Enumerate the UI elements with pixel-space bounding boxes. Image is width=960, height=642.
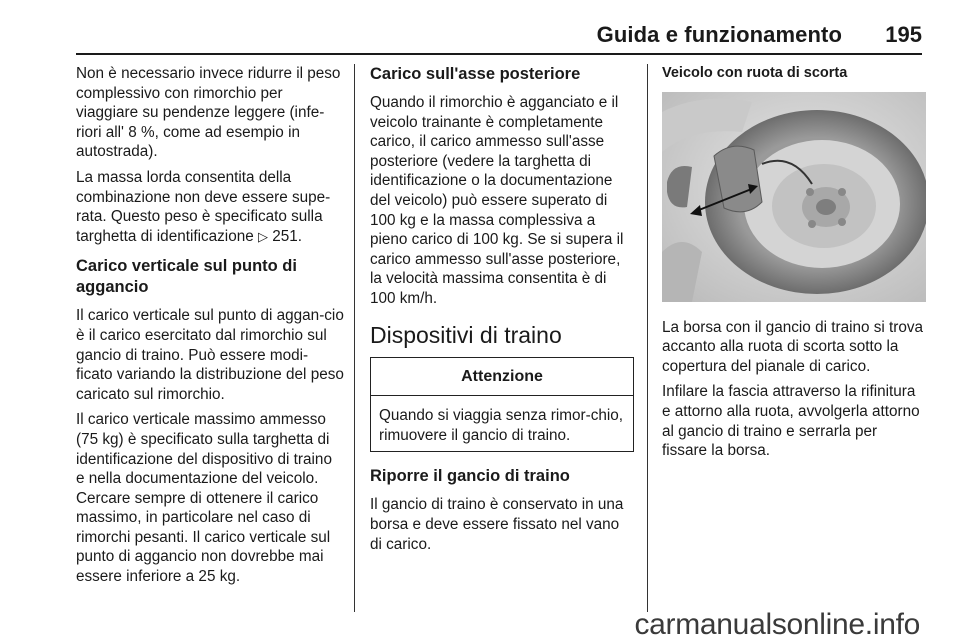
page-reference[interactable]: 251.	[267, 227, 303, 245]
paragraph: Quando il rimorchio è agganciato e il veicolo trainante è completamente carico, il carico ammesso sull'asse posteriore (vedere la targhetta di identificazione o la documentazione del veicolo) può essere superato di 100 kg e la massa complessiva a pieno carico di 100 kg. Se si supera il carico ammesso sull'asse posteriore, la velocità massima consentita è di 100 km/h.	[370, 94, 624, 307]
paragraph	[76, 168, 344, 246]
header-divider	[76, 53, 922, 55]
paragraph: La borsa con il gancio di traino si trova accanto alla ruota di scorta sotto la copertura del pianale di carico.	[662, 318, 924, 375]
paragraph: Il gancio di traino è conservato in una borsa e deve essere fissato nel vano di carico.	[370, 496, 624, 553]
warning-title: Attenzione	[371, 358, 633, 397]
section-title: Guida e funzionamento	[596, 22, 842, 47]
column-divider-2	[647, 64, 648, 612]
heading-stow-hook: Riporre il gancio di traino	[370, 467, 570, 486]
column-left	[76, 64, 344, 593]
paragraph: Il carico verticale massimo ammesso (75 kg) è specificato sulla targhetta di identificazione del dispositivo di traino e nella documentazione del veicolo. Cercare sempre di ottenere il carico massimo, in particolare nel caso di rimorchi pesanti. Il carico verticale sul punto di aggancio non dovrebbe mai essere inferiore a 25 kg.	[76, 411, 332, 586]
warning-body	[371, 396, 633, 451]
page-number: 195	[885, 22, 922, 47]
triangle-right-icon[interactable]: ▷	[257, 228, 268, 244]
column-divider-1	[354, 64, 355, 612]
watermark-text: carmanualsonline.info	[634, 608, 920, 641]
paragraph-text: La massa lorda consentita della combinazione non deve essere supe-rata. Questo peso è specificato sulla targhetta di identificazione	[76, 168, 331, 245]
heading-spare-wheel: Veicolo con ruota di scorta	[662, 65, 848, 81]
heading-rear-axle: Carico sull'asse posteriore	[370, 65, 581, 83]
warning-text: Quando si viaggia senza rimor-chio, rimuovere il gancio di traino.	[379, 407, 624, 444]
spare-wheel-photo	[662, 92, 926, 302]
paragraph: Infilare la fascia attraverso la rifinitura e attorno alla ruota, avvolgerla attorno al gancio di traino e serrarla per fissare la borsa.	[662, 383, 920, 460]
heading-towing-devices: Dispositivi di traino	[370, 321, 562, 348]
paragraph: Il carico verticale sul punto di aggan-cio è il carico esercitato dal rimorchio sul gancio di traino. Può essere modi-ficato variando la distribuzione del peso caricato sul rimorchio.	[76, 307, 344, 403]
warning-box	[370, 357, 634, 453]
column-right	[662, 64, 926, 467]
heading-vertical-load: Carico verticale sul punto di aggancio	[76, 257, 297, 297]
paragraph: Non è necessario invece ridurre il peso complessivo con rimorchio per viaggiare su pendenze leggere (infe-riori all' 8 %, come ad esempio in autostrada).	[76, 65, 341, 161]
column-middle	[370, 64, 634, 560]
